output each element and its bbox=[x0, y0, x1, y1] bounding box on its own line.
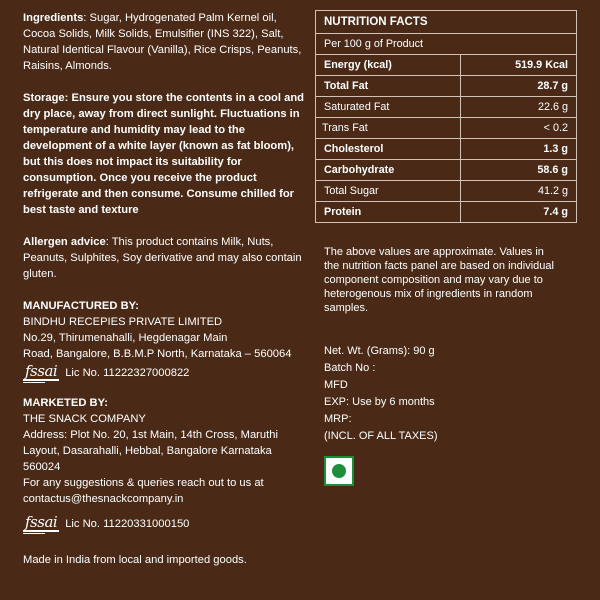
net-weight: Net. Wt. (Grams): 90 g bbox=[324, 345, 435, 357]
marketer-lic: Lic No. 11220331000150 bbox=[65, 518, 190, 530]
ingredients-block bbox=[23, 10, 305, 74]
table-row bbox=[316, 97, 577, 118]
nutrient-name: Energy (kcal) bbox=[316, 55, 461, 76]
fssai-logo: fssai bbox=[25, 513, 58, 531]
veg-mark-icon bbox=[324, 456, 354, 486]
pack-details bbox=[324, 343, 577, 445]
nutrient-value: 1.3 g bbox=[460, 139, 576, 160]
nutrient-name: Protein bbox=[316, 202, 461, 223]
allergen-block bbox=[23, 234, 305, 282]
nutrient-name: Carbohydrate bbox=[316, 160, 461, 181]
manufacturer-address-line2: Road, Bangalore, B.B.M.P North, Karnataka – 560064 bbox=[23, 348, 292, 360]
marketer-address: Address: Plot No. 20, 1st Main, 14th Cross, Maruthi Layout, Dasarahalli, Hebbal, Bangalore Karnataka 560024 bbox=[23, 429, 278, 473]
allergen-label: Allergen advice bbox=[23, 236, 106, 248]
left-column bbox=[23, 10, 305, 568]
expiry: EXP: Use by 6 months bbox=[324, 396, 435, 408]
nutrition-facts-table bbox=[315, 10, 577, 223]
table-row bbox=[316, 76, 577, 97]
nutrient-value: 41.2 g bbox=[460, 181, 576, 202]
storage-block bbox=[23, 90, 305, 218]
nutrient-name: Trans Fat bbox=[316, 118, 461, 139]
ingredients-text: : Sugar, Hydrogenated Palm Kernel oil, Cocoa Solids, Milk Solids, Emulsifier (INS 322), Salt, Natural Identical Flavour (Vanilla), Rice Crisps, Peanuts, Raisins, Almonds. bbox=[23, 12, 302, 72]
nutrient-name: Total Sugar bbox=[316, 181, 461, 202]
manufacturer-heading: MANUFACTURED BY: bbox=[23, 300, 140, 312]
table-row bbox=[316, 55, 577, 76]
incl-taxes: (INCL. OF ALL TAXES) bbox=[324, 430, 438, 442]
nutrient-value: 28.7 g bbox=[460, 76, 576, 97]
marketer-queries: For any suggestions & queries reach out to us at bbox=[23, 477, 264, 489]
nutrient-value: 7.4 g bbox=[460, 202, 576, 223]
nutrition-note: The above values are approximate. Values in the nutrition facts panel are based on individual component composition and may vary due to heterogenous mix of ingredients in random samples. bbox=[324, 246, 554, 314]
nutrient-value: 22.6 g bbox=[460, 97, 576, 118]
table-row bbox=[316, 139, 577, 160]
marketer-email: contactus@thesnackcompany.in bbox=[23, 493, 184, 505]
manufacturer-address-line1: No.29, Thirumenahalli, Hegdenagar Main bbox=[23, 332, 228, 344]
manufacturer-lic: Lic No. 11222327000822 bbox=[65, 367, 190, 379]
batch-no: Batch No : bbox=[324, 362, 376, 374]
nutrient-value: 519.9 Kcal bbox=[460, 55, 576, 76]
marketer-name: THE SNACK COMPANY bbox=[23, 413, 146, 425]
marketer-fssai bbox=[23, 515, 305, 532]
storage-text: : Ensure you store the contents in a cool and dry place, away from direct sunlight. Fluctuations in temperature and humidity may lead to the development of a white layer (known as fat bloom), but this does not impact its suitability for consumption. Once you receive the product refrigerate and then consume. Consume chilled for best taste and texture bbox=[23, 92, 304, 216]
allergen-text: : This product contains Milk, Nuts, Peanuts, Sulphites, Soy derivative and may also contain gluten. bbox=[23, 236, 302, 280]
fssai-logo: fssai bbox=[25, 362, 58, 380]
table-row bbox=[316, 118, 577, 139]
manufacturer-fssai bbox=[23, 364, 305, 381]
veg-dot bbox=[332, 464, 346, 478]
nutrient-value: < 0.2 bbox=[460, 118, 576, 139]
origin-text: Made in India from local and imported goods. bbox=[23, 554, 247, 566]
nutrient-value: 58.6 g bbox=[460, 160, 576, 181]
nutrient-name: Total Fat bbox=[316, 76, 461, 97]
storage-label: Storage bbox=[23, 92, 65, 104]
table-row bbox=[316, 181, 577, 202]
nutrition-per: Per 100 g of Product bbox=[316, 34, 577, 55]
nutrient-name: Cholesterol bbox=[316, 139, 461, 160]
table-row bbox=[316, 202, 577, 223]
manufacturer-name: BINDHU RECEPIES PRIVATE LIMITED bbox=[23, 316, 223, 328]
ingredients-label: Ingredients bbox=[23, 12, 84, 24]
marketer-heading: MARKETED BY: bbox=[23, 397, 108, 409]
mrp: MRP: bbox=[324, 413, 352, 425]
mfd: MFD bbox=[324, 379, 348, 391]
table-row bbox=[316, 160, 577, 181]
nutrition-title: NUTRITION FACTS bbox=[316, 11, 577, 34]
nutrient-name: Saturated Fat bbox=[316, 97, 461, 118]
right-column bbox=[315, 10, 577, 486]
